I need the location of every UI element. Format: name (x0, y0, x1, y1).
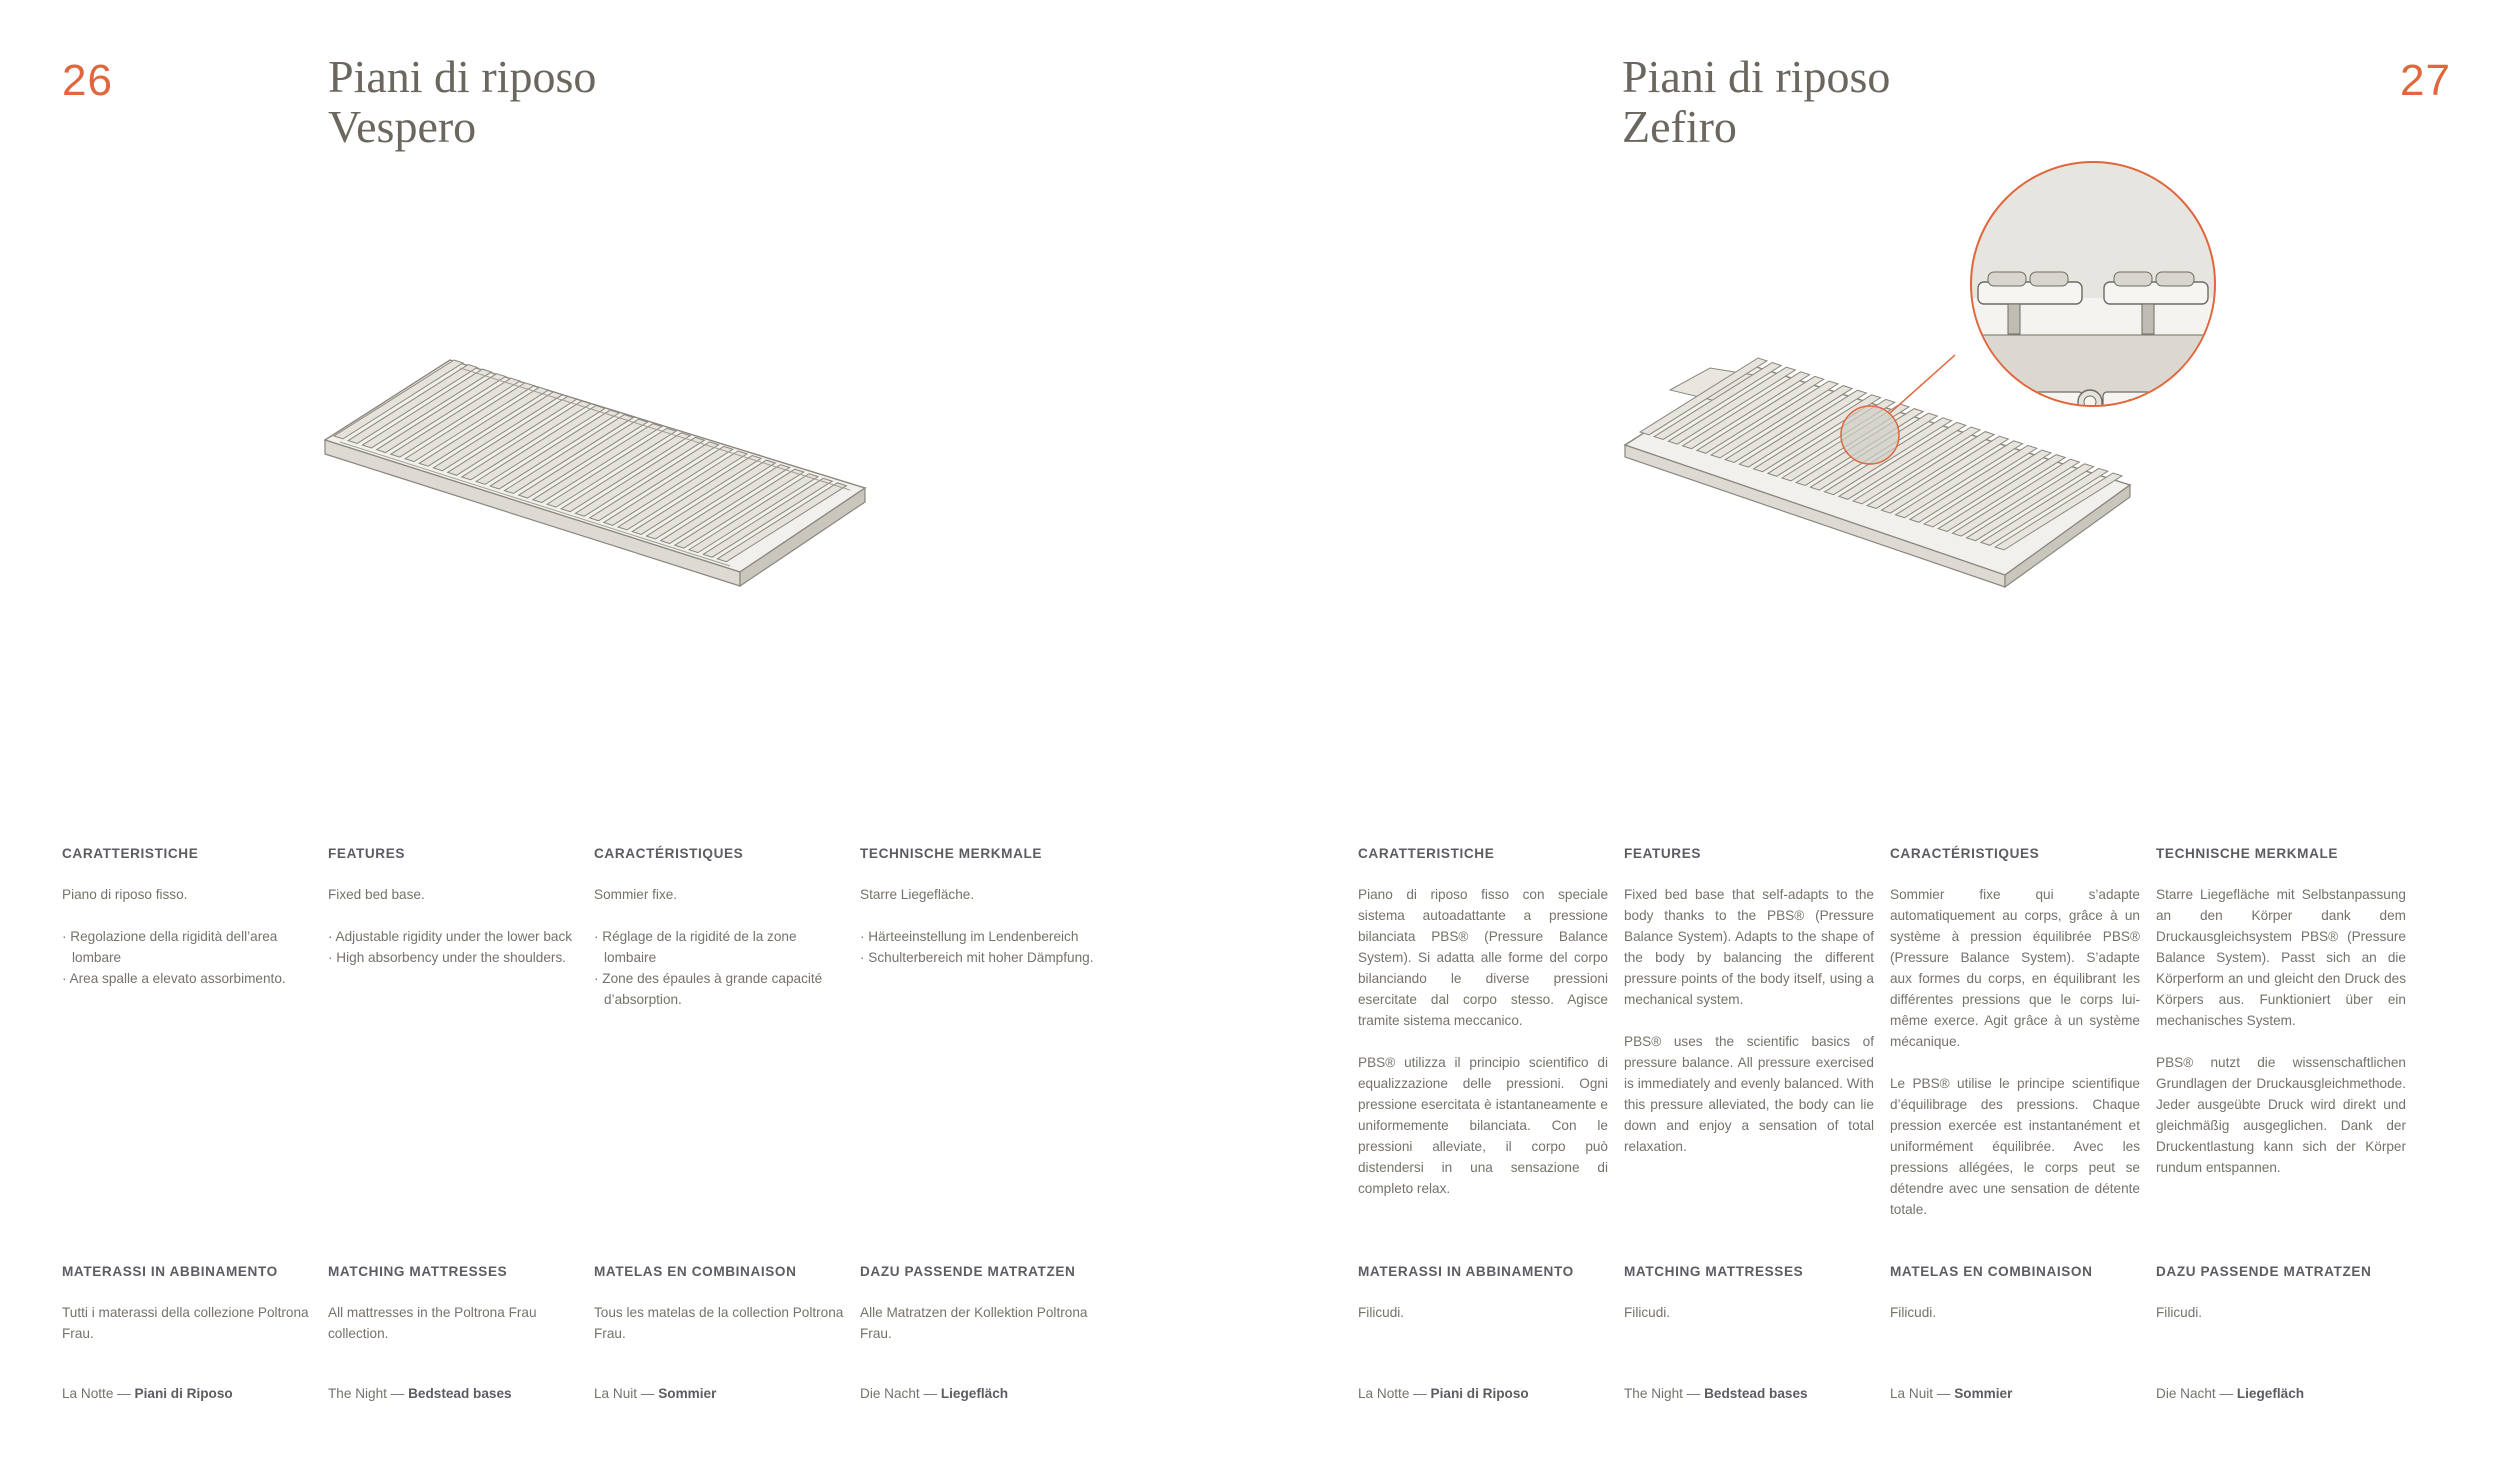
features-intro: Starre Liegefläche. (860, 887, 975, 902)
features-paragraph: Starre Liegefläche mit Selbstanpassung an den Körper dank dem Druckausgleichsystem PBS® (Pressure Balance System). Passt sich an die Körperform an und gleicht den Druck des Körpers aus. Funktioniert über ein mechanisches System. (2156, 887, 2406, 1028)
feature-bullet: · Adjustable rigidity under the lower back (328, 929, 573, 944)
features-heading: CARATTERISTICHE (1358, 846, 1495, 861)
title-line-1: Piani di riposo (328, 51, 597, 102)
features-fr (594, 843, 844, 1010)
features-paragraph: PBS® utilizza il principio scientifico di equalizzazione delle pressioni. Ogni pressione esercitata è istantaneamente e uniformemente bilanciata. Con le pressioni alleviate, il corpo può distendersi in una sensazione di completo relax. (1358, 1055, 1608, 1196)
feature-bullet: · High absorbency under the shoulders. (328, 950, 567, 965)
mattresses-text: Tous les matelas de la collection Poltrona Frau. (594, 1305, 844, 1341)
footer-section: Die Nacht — (860, 1386, 941, 1401)
mattresses-text: Filicudi. (1890, 1305, 1937, 1320)
mattresses-de (860, 1261, 1110, 1365)
title-line-2: Zefiro (1622, 101, 1737, 152)
title-line-1: Piani di riposo (1622, 51, 1891, 102)
mattresses-heading: MATELAS EN COMBINAISON (1890, 1264, 2093, 1279)
footer-chapter: Liegefläch (940, 1386, 1009, 1401)
features-heading: CARACTÉRISTIQUES (594, 846, 744, 861)
features-en (1624, 843, 1874, 1178)
mattresses-heading: MATCHING MATTRESSES (1624, 1264, 1804, 1279)
mattresses-text: Alle Matratzen der Kollektion Poltrona Frau. (860, 1305, 1088, 1341)
page-title (1622, 52, 1890, 152)
footer-section: La Nuit — (594, 1386, 659, 1401)
mattresses-text: Filicudi. (2156, 1305, 2203, 1320)
mattresses-text: Filicudi. (1624, 1305, 1671, 1320)
mattresses-en (328, 1261, 578, 1365)
footer-it (62, 1386, 233, 1401)
footer-de (860, 1386, 1008, 1401)
mattresses-fr (1890, 1261, 2140, 1344)
zefiro-bed-base-illustration (1610, 150, 2330, 610)
features-intro: Piano di riposo fisso. (62, 887, 188, 902)
footer-chapter: Liegefläch (2236, 1386, 2305, 1401)
footer-section: La Notte — (1358, 1386, 1431, 1401)
features-de (860, 843, 1150, 968)
features-it (1358, 843, 1608, 1220)
features-paragraph: PBS® uses the scientific basics of pressure balance. All pressure exercised is immediately and evenly balanced. With this pressure alleviated, the body can lie down and enjoy a sensation of total relaxation. (1624, 1034, 1874, 1154)
features-heading: CARACTÉRISTIQUES (1890, 846, 2040, 861)
feature-bullet: · Härteeinstellung im Lendenbereich (860, 929, 1079, 944)
mattresses-text: All mattresses in the Poltrona Frau collection. (328, 1305, 537, 1341)
mattresses-heading: MATELAS EN COMBINAISON (594, 1264, 797, 1279)
vespero-bed-base-illustration (320, 350, 880, 590)
footer-section: La Nuit — (1890, 1386, 1955, 1401)
features-heading: CARATTERISTICHE (62, 846, 199, 861)
features-paragraph: Sommier fixe qui s’adapte automatiquement au corps, grâce à un système à pression équilibrée PBS® (Pressure Balance System). S’adapte aux formes du corps, en équilibrant les différentes pressions que le corps lui-même exerce. Agit grâce à un système mécanique. (1890, 887, 2140, 1049)
footer-chapter: Piani di Riposo (134, 1386, 233, 1401)
footer-section: The Night — (1624, 1386, 1705, 1401)
page-title (328, 52, 596, 152)
footer-chapter: Piani di Riposo (1430, 1386, 1529, 1401)
footer-section: Die Nacht — (2156, 1386, 2237, 1401)
features-paragraph: PBS® nutzt die wissenschaftlichen Grundlagen der Druckausgleichmethode. Jeder ausgeübte Druck wird direkt und gleichmäßig ausgeglichen. Dank der Druckentlastung kann sich der Körper rundum entspannen. (2156, 1055, 2406, 1175)
feature-bullet: · Regolazione della rigidità dell’area lombare (62, 929, 278, 965)
features-intro: Fixed bed base. (328, 887, 425, 902)
mattresses-heading: DAZU PASSENDE MATRATZEN (860, 1264, 1076, 1279)
footer-it (1358, 1386, 1529, 1401)
footer-chapter: Sommier (658, 1386, 717, 1401)
footer-section: La Notte — (62, 1386, 135, 1401)
features-heading: TECHNISCHE MERKMALE (860, 846, 1043, 861)
footer-de (2156, 1386, 2304, 1401)
mattresses-it (1358, 1261, 1608, 1344)
right-page (1250, 0, 2500, 1458)
feature-bullet: · Schulterbereich mit hoher Dämpfung. (860, 950, 1094, 965)
footer-chapter: Sommier (1954, 1386, 2013, 1401)
features-paragraph: Piano di riposo fisso con speciale sistema autoadattante a pressione bilanciata PBS® (Pressure Balance System). Si adatta alle forme del corpo bilanciando le diverse pressioni esercitate dal corpo stesso. Agisce tramite sistema meccanico. (1358, 887, 1608, 1028)
mattresses-heading: MATERASSI IN ABBINAMENTO (62, 1264, 278, 1279)
features-heading: FEATURES (328, 846, 406, 861)
title-line-2: Vespero (328, 101, 477, 152)
mattresses-text: Tutti i materassi della collezione Poltrona Frau. (62, 1305, 309, 1341)
features-paragraph: Fixed bed base that self-adapts to the body thanks to the PBS® (Pressure Balance System). Adapts to the shape of the body by balancing the different pressure points of the body itself, using a mechanical system. (1624, 887, 1874, 1007)
features-intro: Sommier fixe. (594, 887, 678, 902)
features-de (2156, 843, 2406, 1199)
mattresses-text: Filicudi. (1358, 1305, 1405, 1320)
footer-en (328, 1386, 512, 1401)
features-heading: TECHNISCHE MERKMALE (2156, 846, 2339, 861)
features-heading: FEATURES (1624, 846, 1702, 861)
footer-en (1624, 1386, 1808, 1401)
footer-section: The Night — (328, 1386, 409, 1401)
page-number: 27 (2400, 56, 2451, 105)
features-fr (1890, 843, 2140, 1241)
mattresses-fr (594, 1261, 844, 1365)
page-number: 26 (62, 56, 113, 105)
features-it (62, 843, 312, 989)
mattresses-heading: MATERASSI IN ABBINAMENTO (1358, 1264, 1574, 1279)
footer-fr (1890, 1386, 2012, 1401)
footer-chapter: Bedstead bases (1704, 1386, 1808, 1401)
feature-bullet: · Zone des épaules à grande capacité d’absorption. (594, 971, 823, 1007)
mattresses-de (2156, 1261, 2406, 1344)
mattresses-heading: DAZU PASSENDE MATRATZEN (2156, 1264, 2372, 1279)
features-en (328, 843, 578, 968)
mattresses-heading: MATCHING MATTRESSES (328, 1264, 508, 1279)
mattresses-it (62, 1261, 312, 1365)
features-paragraph: Le PBS® utilise le principe scientifique d’équilibrage des pressions. Chaque pression exercée est instantanément et uniformément équilibrée. Avec les pressions allégées, le corps peut se détendre avec une sensation de détente totale. (1890, 1076, 2140, 1217)
footer-fr (594, 1386, 716, 1401)
feature-bullet: · Area spalle a elevato assorbimento. (62, 971, 286, 986)
mattresses-en (1624, 1261, 1874, 1344)
footer-chapter: Bedstead bases (408, 1386, 512, 1401)
feature-bullet: · Réglage de la rigidité de la zone lombaire (594, 929, 797, 965)
